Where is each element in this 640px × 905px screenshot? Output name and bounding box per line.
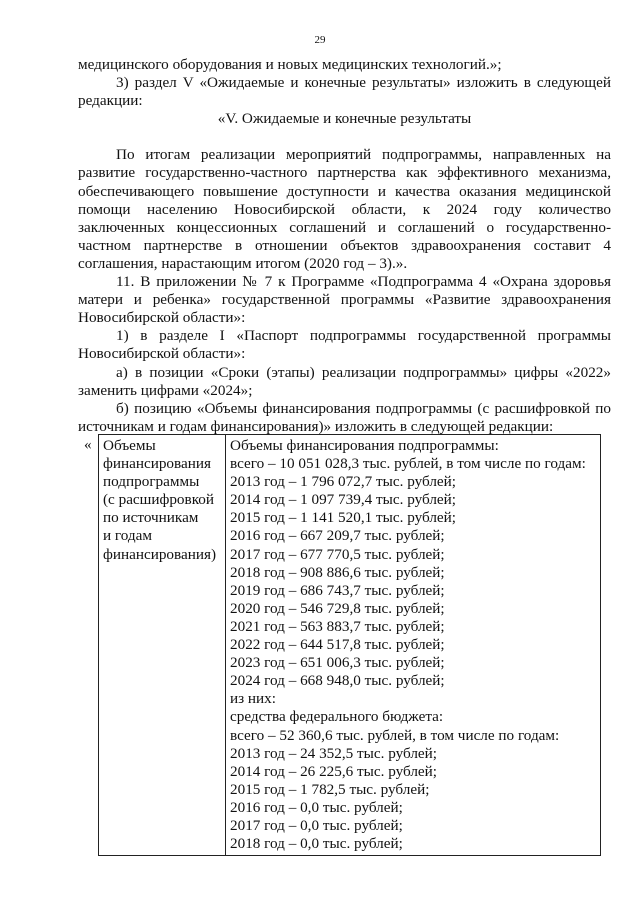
table-row bbox=[99, 435, 601, 856]
value-line: 2013 год – 1 796 072,7 тыс. рублей; bbox=[230, 473, 457, 491]
opening-quote: « bbox=[84, 436, 92, 453]
financing-table bbox=[98, 434, 601, 856]
table-cell-label bbox=[99, 435, 226, 856]
paragraph-7: б) позицию «Объемы финансирования подпрограммы (с расшифровкой по источникам и годам финансирования)» изложить в следующей редакции: bbox=[78, 399, 611, 435]
value-line: 2016 год – 0,0 тыс. рублей; bbox=[230, 798, 403, 816]
value-line: 2023 год – 651 006,3 тыс. рублей; bbox=[230, 654, 445, 672]
label-line: и годам bbox=[103, 527, 153, 545]
value-line: всего – 10 051 028,3 тыс. рублей, в том числе по годам: bbox=[230, 455, 586, 473]
label-line: Объемы bbox=[103, 437, 156, 454]
value-line: 2015 год – 1 782,5 тыс. рублей; bbox=[230, 780, 430, 798]
paragraph-1: медицинского оборудования и новых медицинских технологий.»; bbox=[78, 56, 502, 73]
table-cell-values bbox=[226, 435, 601, 856]
value-line: 2020 год – 546 729,8 тыс. рублей; bbox=[230, 599, 445, 617]
label-line: (с расшифровкой bbox=[103, 491, 215, 509]
value-line: 2018 год – 0,0 тыс. рублей; bbox=[230, 835, 403, 853]
value-line: средства федерального бюджета: bbox=[230, 708, 444, 726]
label-line: финансирования) bbox=[103, 545, 217, 563]
value-line: 2022 год – 644 517,8 тыс. рублей; bbox=[230, 636, 445, 654]
value-line: Объемы финансирования подпрограммы: bbox=[230, 437, 499, 454]
value-line: 2014 год – 26 225,6 тыс. рублей; bbox=[230, 762, 438, 780]
value-line: 2014 год – 1 097 739,4 тыс. рублей; bbox=[230, 491, 457, 509]
spacer bbox=[78, 128, 611, 146]
value-line: всего – 52 360,6 тыс. рублей, в том числе по годам: bbox=[230, 726, 560, 744]
label-line: по источникам bbox=[103, 509, 199, 527]
page-number: 29 bbox=[314, 34, 326, 46]
label-line: финансирования bbox=[103, 455, 211, 473]
label-line: подпрограммы bbox=[103, 473, 200, 491]
paragraph-5: 1) в разделе I «Паспорт подпрограммы государственной программы Новосибирской области»: bbox=[78, 327, 611, 363]
document-body bbox=[78, 56, 611, 436]
value-line: 2024 год – 668 948,0 тыс. рублей; bbox=[230, 672, 445, 690]
paragraph-6: а) в позиции «Сроки (этапы) реализации подпрограммы» цифры «2022» заменить цифрами «2024»; bbox=[78, 363, 611, 399]
section-heading: «V. Ожидаемые и конечные результаты bbox=[217, 110, 472, 128]
paragraph-4: 11. В приложении № 7 к Программе «Подпрограмма 4 «Охрана здоровья матери и ребенка» государственной программы «Развитие здравоохранения Новосибирской области»: bbox=[78, 273, 611, 327]
value-line: 2019 год – 686 743,7 тыс. рублей; bbox=[230, 581, 445, 599]
value-line: 2013 год – 24 352,5 тыс. рублей; bbox=[230, 744, 438, 762]
paragraph-3: По итогам реализации мероприятий подпрограммы, направленных на развитие государственно-частного партнерства как эффективного механизма, обеспечивающего повышение доступности и качества оказания медицинской помощи населению Новосибирской области, к 2024 году количество заключенных концессионных соглашений и соглашений о государственно-частном партнерстве в отношении объектов здравоохранения составит 4 соглашения, нарастающим итогом (2020 год – 3).». bbox=[78, 146, 611, 272]
value-line: 2015 год – 1 141 520,1 тыс. рублей; bbox=[230, 509, 457, 527]
value-line: 2017 год – 677 770,5 тыс. рублей; bbox=[230, 545, 445, 563]
value-line: 2018 год – 908 886,6 тыс. рублей; bbox=[230, 563, 445, 581]
value-line: 2016 год – 667 209,7 тыс. рублей; bbox=[230, 527, 445, 545]
value-line: 2017 год – 0,0 тыс. рублей; bbox=[230, 816, 403, 834]
paragraph-2: 3) раздел V «Ожидаемые и конечные результаты» изложить в следующей редакции: bbox=[78, 74, 611, 110]
value-line: 2021 год – 563 883,7 тыс. рублей; bbox=[230, 617, 445, 635]
value-line: из них: bbox=[230, 690, 276, 708]
